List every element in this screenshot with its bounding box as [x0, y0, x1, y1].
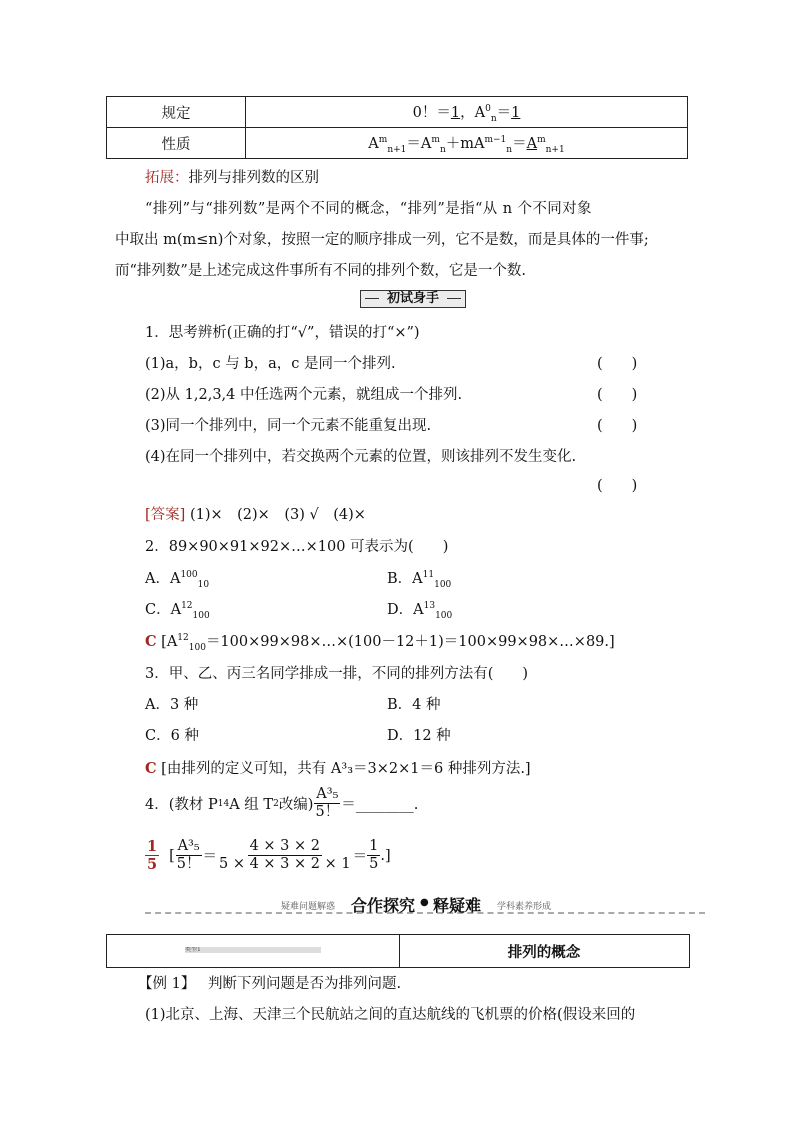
- denominator: 5: [369, 856, 379, 872]
- subscript: 10: [197, 579, 210, 590]
- answer-paren: ( ): [597, 478, 638, 494]
- superscript: 11: [422, 570, 435, 581]
- row-value: [246, 128, 688, 159]
- text: 0！＝: [412, 104, 451, 121]
- answer-line: [145, 757, 531, 778]
- option: D．12 种: [387, 728, 451, 744]
- fraction: [367, 838, 380, 873]
- option: B．4 种: [387, 697, 441, 713]
- question-item: (1)a，b，c 与 b，a，c 是同一个排列.: [145, 356, 396, 372]
- subscript: n: [506, 144, 513, 155]
- text: ＝A: [406, 135, 432, 152]
- superscript: m: [378, 134, 388, 145]
- answer-text: (1)× (2)× (3) √ (4)×: [189, 507, 366, 523]
- table-row: [107, 97, 688, 128]
- answer-text: [由排列的定义可知，共有 A³₃＝3×2×1＝6 种排列方法.]: [161, 761, 531, 777]
- fraction: [217, 838, 353, 873]
- subscript: 2: [273, 798, 279, 809]
- section-title: 释疑难: [433, 896, 482, 915]
- question-item: (2)从 1,2,3,4 中任选两个元素，就组成一个排列.: [145, 387, 463, 403]
- extension-title: 排列与排列数的区别: [188, 170, 319, 186]
- question-stem: 2．89×90×91×92×…×100 可表示为( ): [145, 539, 449, 555]
- question-stem: [145, 786, 418, 821]
- example-item: (1)北京、上海、天津三个民航站之间的直达航线的飞机票的价格(假设来回的: [145, 1007, 636, 1023]
- text: ＝: [496, 104, 512, 121]
- row-key: 性质: [107, 128, 246, 159]
- text: ＝________.: [341, 797, 419, 813]
- superscript: 13: [423, 601, 436, 612]
- answer-letter: C: [145, 760, 157, 777]
- text: 4．(教材 P: [145, 797, 218, 813]
- text: ，A: [460, 104, 486, 121]
- example-type-table: [106, 934, 690, 968]
- subscript: 100: [192, 610, 210, 621]
- subscript: n: [490, 113, 497, 124]
- text: [A: [161, 634, 178, 650]
- text: ＋mA: [445, 135, 485, 152]
- option: [145, 567, 209, 590]
- example-text: 判断下列问题是否为排列问题.: [207, 976, 402, 992]
- answer-line: [145, 630, 615, 653]
- blank-answer: 1: [511, 104, 521, 121]
- numerator: A³₅: [177, 838, 200, 854]
- answer-label: [答案]: [145, 507, 186, 523]
- section-header: [145, 896, 705, 914]
- denominator: 5！: [315, 804, 340, 820]
- denominator: 5: [147, 856, 158, 873]
- section-title: 合作探究: [351, 896, 416, 915]
- option: [387, 598, 452, 621]
- text: 改编): [278, 797, 314, 813]
- example-heading: [138, 972, 401, 993]
- option: [387, 567, 451, 590]
- extension-heading: [145, 166, 319, 187]
- subscript: 100: [435, 610, 453, 621]
- row-key: 规定: [107, 97, 246, 128]
- section-banner: 初试身手: [360, 290, 466, 308]
- superscript: m: [537, 134, 546, 145]
- option-label: A．A: [145, 571, 181, 587]
- section-left-caption: 疑难问题解惑: [281, 902, 336, 912]
- answer-text: ＝100×99×98×…×(100－12＋1)＝100×99×98×…×89.]: [205, 634, 615, 650]
- numerator: 1: [369, 838, 379, 854]
- superscript: 12: [181, 601, 193, 612]
- question-item: (4)在同一个排列中，若交换两个元素的位置，则该排列不发生变化.: [145, 449, 577, 465]
- text: A 组 T: [229, 797, 274, 813]
- option-label: D．A: [387, 602, 424, 618]
- table-row: [107, 128, 688, 159]
- text: ＝: [512, 135, 527, 152]
- option-label: B．A: [387, 571, 423, 587]
- answer-paren: ( ): [597, 387, 638, 403]
- question-item: (3)同一个排列中，同一个元素不能重复出现.: [145, 418, 432, 434]
- option-label: C．A: [145, 602, 182, 618]
- subscript: n+1: [387, 144, 407, 155]
- section-right-caption: 学科素养形成: [497, 902, 552, 912]
- subscript: n: [439, 144, 446, 155]
- denominator: 5 × 4 × 3 × 2 × 1: [219, 856, 351, 872]
- text: A: [368, 135, 379, 152]
- question-stem: 3．甲、乙、丙三名同学排成一排，不同的排列方法有( ): [145, 666, 529, 682]
- answer-line: $\frac{1}{5}$ [ $\frac{\text{A³₅}}{5!}$ ＝ $\frac{4 \times 3 \times 2}{5 \times 4 \times 3 \times 2 \times 1}$ ＝ $\frac{1}{5}$ .]: [147, 838, 391, 873]
- circle-icon: ●: [420, 897, 429, 908]
- subscript: 100: [434, 579, 452, 590]
- numerator: 1: [147, 838, 158, 855]
- answer-paren: ( ): [597, 418, 638, 434]
- extension-label: 拓展：: [145, 170, 189, 186]
- denominator: 5！: [176, 856, 201, 872]
- answer-paren: ( ): [597, 356, 638, 372]
- type-tag: 类型1: [185, 947, 321, 953]
- paragraph-line: 中取出 m(m≤n)个对象，按照一定的顺序排成一列，它不是数，而是具体的一件事;: [115, 232, 649, 248]
- blank-answer: A: [526, 135, 538, 152]
- superscript: m: [431, 134, 440, 145]
- option: A．3 种: [145, 697, 199, 713]
- paragraph-line: 而“排列数”是上述完成这件事所有不同的排列个数，它是一个数.: [115, 263, 526, 279]
- subscript: 14: [217, 798, 230, 809]
- numerator: A³₅: [316, 786, 339, 802]
- fraction: [175, 838, 203, 873]
- blank-answer: 1: [450, 104, 461, 121]
- answer-letter: C: [145, 633, 157, 650]
- option: C．6 种: [145, 728, 199, 744]
- row-value: [246, 97, 688, 128]
- fraction: [313, 786, 341, 821]
- example-label: 【例 1】: [138, 976, 196, 992]
- property-table: [106, 96, 688, 159]
- paragraph-line: “排列”与“排列数”是两个不同的概念，“排列”是指“从 n 个不同对象: [145, 201, 592, 217]
- superscript: 12: [177, 633, 189, 644]
- superscript: 0: [485, 103, 491, 114]
- superscript: m−1: [484, 134, 507, 145]
- answer-fraction: [145, 838, 159, 873]
- superscript: 100: [180, 570, 198, 581]
- subscript: 100: [188, 642, 206, 653]
- subscript: n+1: [545, 144, 565, 155]
- numerator: 4 × 3 × 2: [249, 838, 321, 854]
- type-title: 排列的概念: [507, 945, 581, 961]
- section-divider: [145, 912, 705, 914]
- option: [145, 598, 210, 621]
- question-stem: 1．思考辨析(正确的打“√”，错误的打“×”): [145, 325, 420, 341]
- answer-line: [145, 503, 366, 524]
